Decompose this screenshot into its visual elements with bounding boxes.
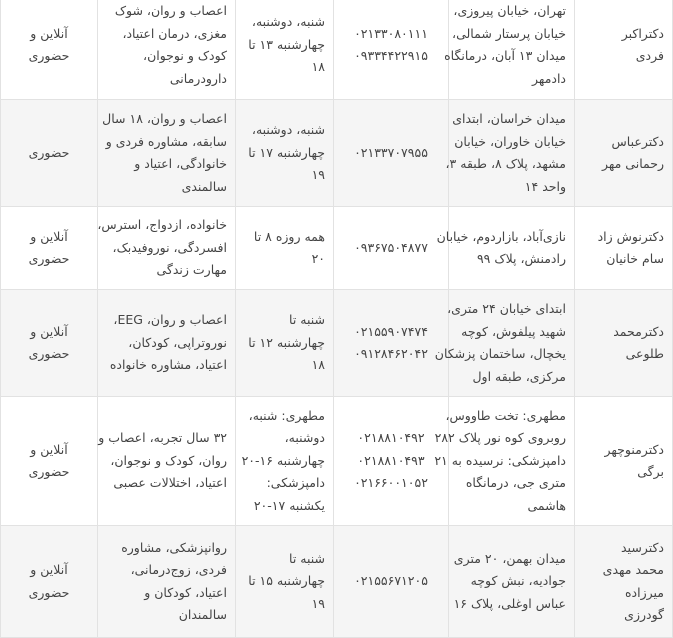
specialty-cell bbox=[98, 526, 236, 638]
doctor-name-cell bbox=[575, 207, 673, 290]
address-line: دادمهر bbox=[532, 70, 566, 86]
phone-line: ۰۲۱۸۸۱۰۴۹۳ bbox=[357, 452, 425, 468]
specialty-line: روان، کودک و نوجوان، bbox=[110, 452, 227, 468]
address-line: مشهد، پلاک ۸، طبقه ۳، bbox=[445, 156, 566, 171]
specialty-line: سالمندان bbox=[178, 607, 227, 622]
hours-line: ۱۹ bbox=[311, 167, 325, 183]
address-cell bbox=[445, 100, 575, 207]
phone-line: ۰۹۳۶۷۵۰۴۸۷۷ bbox=[354, 239, 428, 255]
doctor-name-line: سام خانیان bbox=[606, 251, 664, 266]
hours-line: ۱۹ bbox=[311, 595, 325, 611]
doctor-name-line: دکترعباس bbox=[611, 133, 664, 149]
address-line: ابتدای خیابان ۲۴ متری، bbox=[447, 301, 566, 316]
hours-line: همه روزه ۸ تا bbox=[253, 228, 325, 244]
doctor-name-line: دکترمحمد bbox=[613, 323, 664, 339]
address-line: جوادیه، نبش کوچه bbox=[470, 573, 566, 589]
visit-mode-line: حضوری bbox=[28, 251, 70, 266]
specialty-cell bbox=[98, 290, 236, 397]
address-line: روبروی کوه نور پلاک ۲۸۲ bbox=[434, 430, 566, 446]
hours-line: یکشنبه ۱۷-۲۰ bbox=[253, 497, 325, 513]
address-line: خیابان پرستار شمالی، bbox=[452, 25, 566, 41]
hours-line: چهارشنبه ۱۲ تا bbox=[248, 334, 325, 350]
specialty-line: کودک و نوجوان، bbox=[143, 48, 227, 63]
table-row bbox=[1, 526, 673, 638]
specialty-line: افسردگی، نوروفیدبک، bbox=[112, 239, 227, 255]
specialty-cell bbox=[98, 207, 236, 290]
visit-mode-line: آنلاین و bbox=[30, 562, 68, 577]
phone-cell bbox=[334, 100, 449, 207]
table-body bbox=[1, 0, 673, 638]
address-line: واحد ۱۴ bbox=[524, 178, 566, 194]
visit-mode-cell bbox=[1, 397, 98, 526]
phone-line: ۰۲۱۶۶۰۰۱۰۵۲ bbox=[354, 475, 428, 491]
phone-line: ۰۲۱۸۸۱۰۴۹۲ bbox=[357, 430, 425, 446]
visit-mode-line: حضوری bbox=[28, 48, 70, 63]
hours-line: چهارشنبه ۱۵ تا bbox=[248, 573, 325, 589]
phone-cell bbox=[334, 0, 449, 100]
specialty-line: نوروتراپی، کودکان، bbox=[128, 334, 227, 350]
visit-mode-cell bbox=[1, 100, 98, 207]
doctor-name-line: دکترمنوچهر bbox=[604, 441, 664, 457]
phone-cell bbox=[334, 397, 449, 526]
address-line: هاشمی bbox=[527, 497, 566, 513]
hours-cell bbox=[236, 0, 334, 100]
hours-line: شنبه، دوشنبه، bbox=[251, 122, 325, 138]
address-cell bbox=[434, 290, 575, 397]
specialty-line: اعتیاد، کودکان و bbox=[144, 584, 227, 600]
specialty-cell bbox=[98, 397, 236, 526]
visit-mode-cell bbox=[1, 526, 98, 638]
specialty-line: خانوادگی، اعتیاد و bbox=[134, 156, 227, 171]
visit-mode-line: آنلاین و bbox=[30, 441, 68, 457]
specialty-line: اعصاب و روان، شوک bbox=[114, 3, 227, 18]
phone-cell bbox=[334, 207, 449, 290]
address-line: میدان ۱۳ آبان، درمانگاه bbox=[444, 48, 566, 63]
hours-line: دوشنبه، bbox=[284, 430, 325, 446]
doctor-name-line: دکترنوش زاد bbox=[597, 228, 664, 244]
hours-line: شنبه تا bbox=[289, 550, 325, 566]
visit-mode-line: حضوری bbox=[28, 584, 70, 600]
specialty-line: خانواده، ازدواج، استرس، bbox=[97, 217, 227, 233]
address-line: نازی‌آباد، بازاردوم، خیابان bbox=[436, 228, 566, 244]
phone-line: ۰۲۱۳۳۰۸۰۱۱۱ bbox=[354, 25, 428, 41]
address-cell bbox=[434, 397, 575, 526]
address-line: عباس اوغلی، پلاک ۱۶ bbox=[453, 595, 566, 611]
phone-line: ۰۹۳۳۴۴۲۲۹۱۵ bbox=[354, 48, 428, 63]
address-line: یخچال، ساختمان پزشکان bbox=[434, 346, 566, 361]
hours-line: شنبه تا bbox=[289, 312, 325, 328]
hours-line: دامپزشکی: bbox=[266, 475, 325, 491]
table-row bbox=[1, 397, 673, 526]
table-row bbox=[1, 207, 673, 290]
visit-mode-line: آنلاین و bbox=[30, 323, 68, 339]
address-cell bbox=[444, 0, 575, 100]
specialty-line: دارودرمانی bbox=[169, 70, 227, 86]
doctor-name-line: دکترسید bbox=[621, 539, 664, 555]
address-cell bbox=[449, 526, 575, 638]
address-line: رادمنش، پلاک ۹۹ bbox=[476, 251, 566, 266]
doctor-name-line: برگی bbox=[637, 464, 664, 479]
doctor-name-line: طلوعی bbox=[625, 346, 664, 361]
address-line: میدان بهمن، ۲۰ متری bbox=[453, 550, 566, 566]
phone-line: ۰۹۱۲۸۴۶۲۰۴۲ bbox=[354, 346, 428, 361]
visit-mode-cell bbox=[1, 290, 98, 397]
specialty-line: مهارت زندگی bbox=[156, 262, 227, 278]
address-line: شهید پیلفوش، کوچه bbox=[461, 323, 566, 339]
specialty-line: ۳۲ سال تجربه، اعصاب و bbox=[98, 430, 227, 446]
visit-mode-cell bbox=[1, 207, 98, 290]
visit-mode-line: حضوری bbox=[28, 464, 70, 479]
doctor-name-line: گودرزی bbox=[624, 607, 664, 622]
table-row bbox=[1, 100, 673, 207]
hours-cell bbox=[236, 397, 334, 526]
doctor-name-line: رحمانی مهر bbox=[601, 156, 664, 171]
phone-cell bbox=[334, 290, 449, 397]
address-line: مطهری: تخت طاووس، bbox=[445, 407, 566, 423]
doctor-name-line: دکتراکبر bbox=[621, 25, 664, 41]
doctor-name-line: فردی bbox=[635, 48, 664, 63]
hours-line: چهارشنبه ۱۷ تا bbox=[248, 144, 325, 160]
hours-line: شنبه، دوشنبه، bbox=[251, 14, 325, 30]
visit-mode-cell bbox=[1, 0, 98, 100]
phone-line: ۰۲۱۳۳۷۰۷۹۵۵ bbox=[354, 144, 428, 160]
visit-mode-line: حضوری bbox=[28, 144, 70, 160]
phone-line: ۰۲۱۵۵۹۰۷۴۷۴ bbox=[354, 323, 428, 339]
hours-line: ۲۰ bbox=[311, 251, 325, 266]
specialty-cell bbox=[98, 100, 236, 207]
visit-mode-line: آنلاین و bbox=[30, 228, 68, 244]
specialty-line: اعتیاد، اختلالات عصبی bbox=[113, 475, 227, 491]
hours-cell bbox=[236, 100, 334, 207]
hours-line: ۱۸ bbox=[311, 357, 325, 373]
address-cell bbox=[436, 207, 575, 290]
address-line: میدان خراسان، ابتدای bbox=[452, 111, 566, 126]
address-line: تهران، خیابان پیروزی، bbox=[453, 3, 566, 18]
doctor-name-line: محمد مهدی bbox=[602, 562, 664, 577]
specialty-line: روانپزشکی، مشاوره bbox=[121, 539, 227, 555]
specialty-line: مغزی، درمان اعتیاد، bbox=[122, 25, 227, 41]
hours-line: چهارشنبه ۱۶-۲۰ bbox=[241, 452, 325, 468]
doctor-name-cell bbox=[575, 0, 673, 100]
specialty-cell bbox=[98, 0, 236, 100]
doctor-name-cell bbox=[575, 290, 673, 397]
address-line: خیابان خاوران، خیابان bbox=[454, 133, 566, 149]
specialty-line: فردی، زوج‌درمانی، bbox=[130, 562, 227, 577]
hours-cell bbox=[236, 207, 334, 290]
specialty-line: سالمندی bbox=[181, 178, 227, 194]
hours-cell bbox=[236, 290, 334, 397]
hours-line: ۱۸ bbox=[311, 59, 325, 75]
table-row bbox=[1, 0, 673, 100]
address-line: دامپزشکی: نرسیده به ۲۱ bbox=[434, 452, 566, 468]
table-row bbox=[1, 290, 673, 397]
doctor-name-line: میرزاده bbox=[625, 584, 664, 600]
hours-line: مطهری: شنبه، bbox=[248, 407, 325, 423]
specialty-line: سابقه، مشاوره فردی و bbox=[105, 133, 227, 149]
visit-mode-line: حضوری bbox=[28, 346, 70, 361]
address-line: متری جی، درمانگاه bbox=[465, 475, 566, 491]
visit-mode-line: آنلاین و bbox=[30, 25, 68, 41]
hours-cell bbox=[236, 526, 334, 638]
specialty-line: اعتیاد، مشاوره خانواده bbox=[109, 357, 227, 373]
doctor-name-cell bbox=[575, 100, 673, 207]
address-line: مرکزی، طبقه اول bbox=[472, 368, 566, 384]
specialty-line: اعصاب و روان، ۱۸ سال bbox=[102, 111, 227, 126]
phone-line: ۰۲۱۵۵۶۷۱۲۰۵ bbox=[354, 573, 428, 589]
doctor-name-cell bbox=[575, 526, 673, 638]
specialty-line: اعصاب و روان، EEG، bbox=[113, 312, 227, 328]
phone-cell bbox=[334, 526, 449, 638]
doctor-name-cell bbox=[575, 397, 673, 526]
hours-line: چهارشنبه ۱۳ تا bbox=[248, 36, 325, 52]
